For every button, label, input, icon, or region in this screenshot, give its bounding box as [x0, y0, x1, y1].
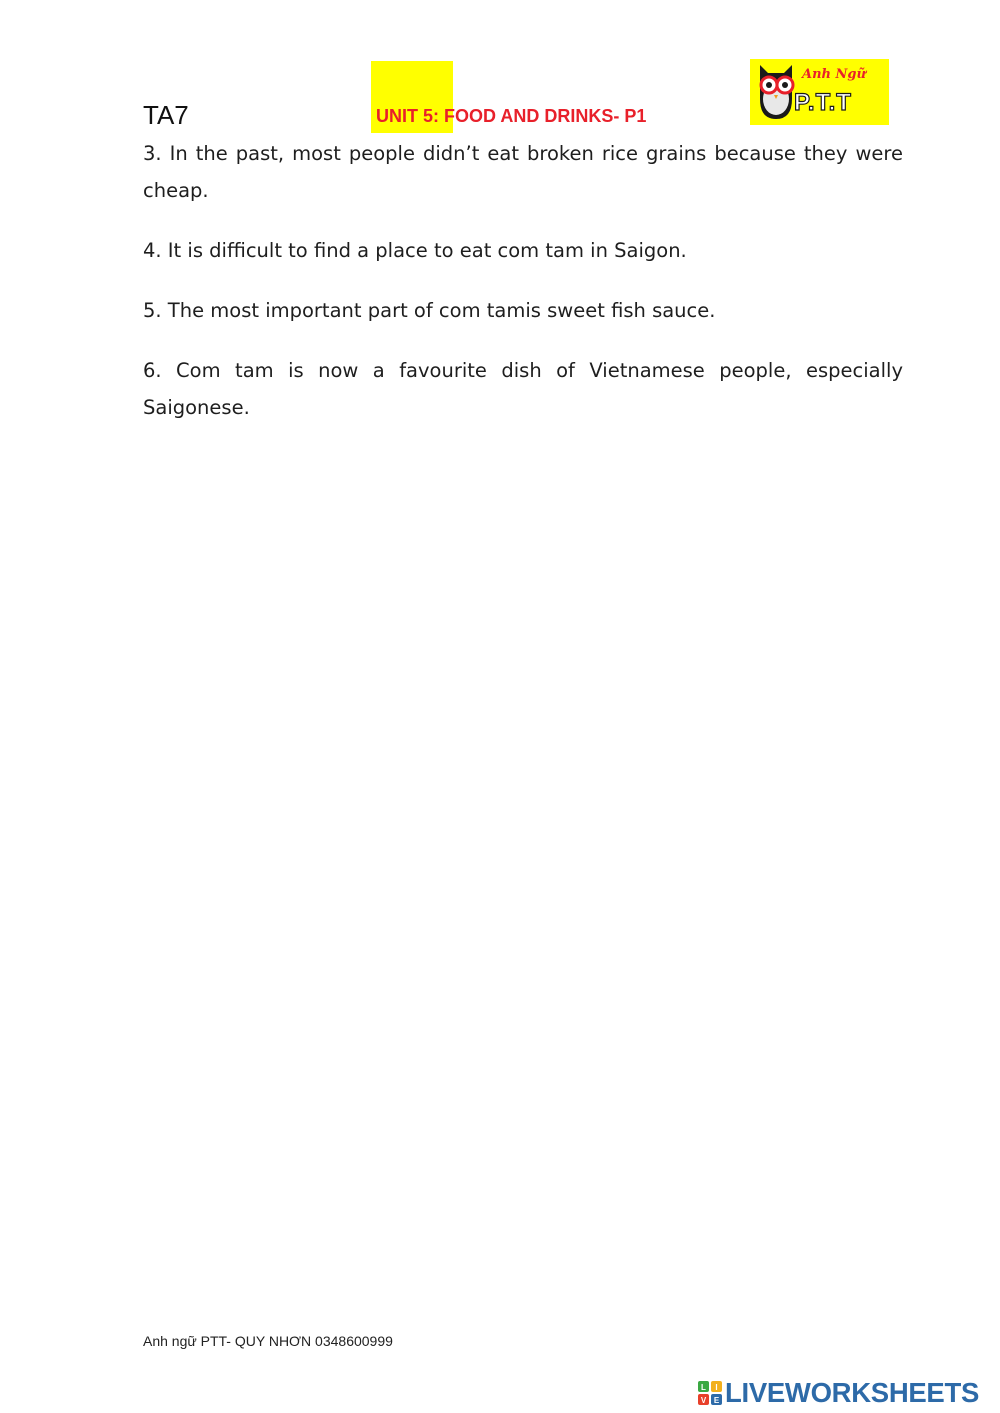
svg-text:I: I: [715, 1383, 718, 1392]
question-5: 5. The most important part of com tamis sweet fish sauce.: [143, 299, 716, 322]
course-code: TA7: [143, 100, 189, 130]
footer-contact: Anh ngữ PTT- QUY NHƠN 0348600999: [143, 1333, 393, 1349]
logo-brand-text: P.T.T: [794, 89, 852, 116]
question-4: 4. It is difficult to find a place to eat com tam in Saigon.: [143, 239, 687, 262]
svg-text:V: V: [700, 1396, 707, 1405]
school-logo: [750, 59, 889, 125]
live-grid-icon: [698, 1381, 722, 1405]
question-6: 6. Com tam is now a favourite dish of Vietnamese people, especially Saigonese.: [143, 359, 903, 419]
logo-script-text: Anh Ngữ: [802, 67, 866, 82]
svg-text:L: L: [701, 1383, 706, 1392]
question-3: 3. In the past, most people didn’t eat broken rice grains because they were cheap.: [143, 142, 903, 202]
svg-text:E: E: [713, 1396, 720, 1405]
liveworksheets-watermark[interactable]: [698, 1377, 994, 1411]
liveworksheets-brand-text: LIVEWORKSHEETS: [725, 1377, 980, 1408]
unit-title: UNIT 5: FOOD AND DRINKS- P1: [376, 106, 647, 126]
